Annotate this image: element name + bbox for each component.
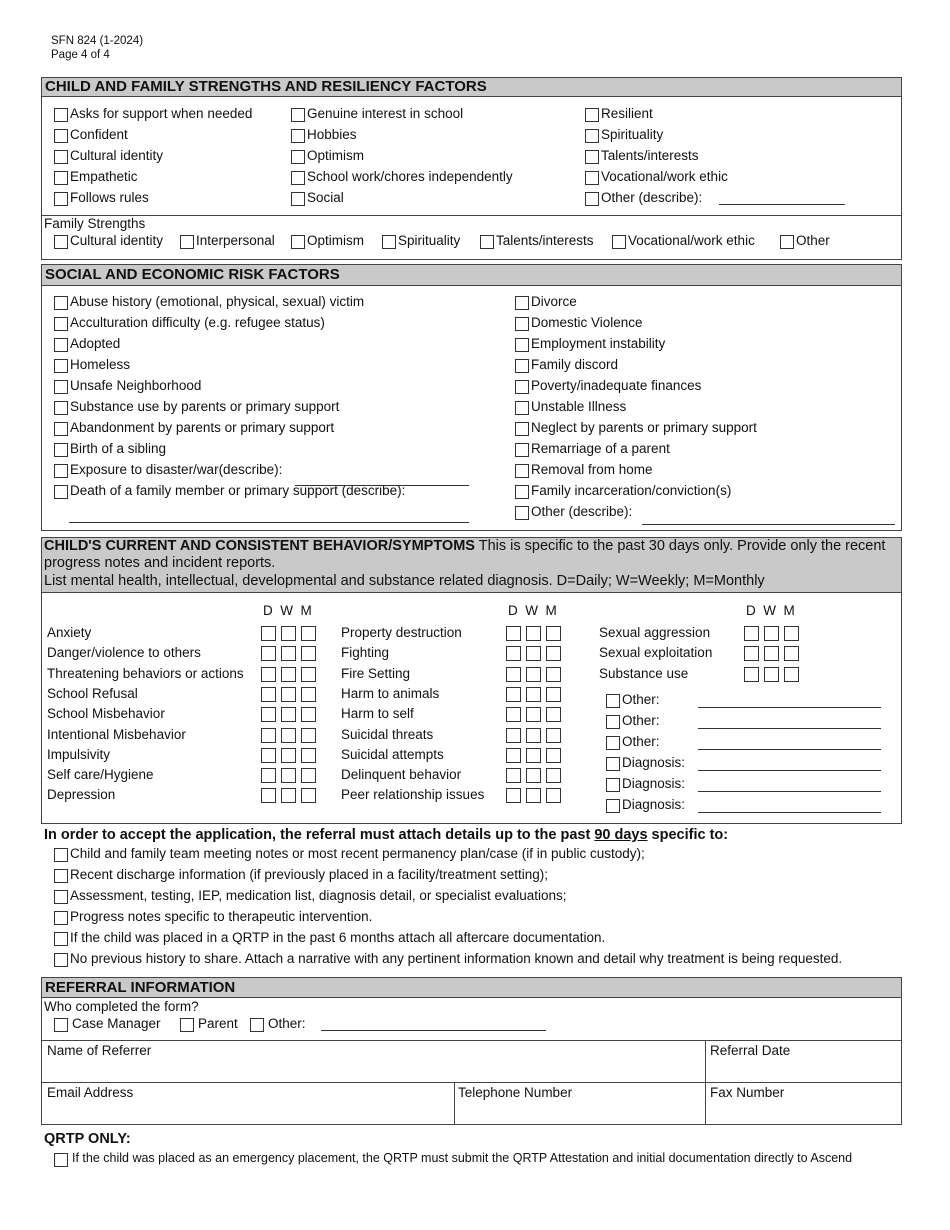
behavior-col3-2-m-checkbox[interactable] (784, 667, 799, 682)
risk-right-1-label: Domestic Violence (531, 315, 643, 330)
behavior-col3-0: Sexual aggression (599, 625, 711, 640)
strength-col3-3-checkbox[interactable] (585, 171, 599, 185)
behavior-col2-0-w-checkbox[interactable] (526, 626, 541, 641)
behavior-extra-line-4[interactable] (698, 791, 881, 792)
behavior-col3-1-w-checkbox[interactable] (764, 646, 779, 661)
risk-left-9-label: Death of a family member or primary support (describe): (70, 483, 406, 498)
risk-left-2-checkbox[interactable] (54, 338, 68, 352)
behavior-col2-6-m-checkbox[interactable] (546, 748, 561, 763)
behavior-col2-0-m-checkbox[interactable] (546, 626, 561, 641)
risk-right-4-checkbox[interactable] (515, 380, 529, 394)
behavior-col1-2-d-checkbox[interactable] (261, 667, 276, 682)
behavior-extra-4-label: Diagnosis: (622, 776, 686, 791)
attach-intro (44, 827, 728, 843)
behavior-col1-4-d-checkbox[interactable] (261, 707, 276, 722)
behavior-col2-7-m-checkbox[interactable] (546, 768, 561, 783)
behavior-col3-2-w-checkbox[interactable] (764, 667, 779, 682)
risk-left-0-label: Abuse history (emotional, physical, sexual) victim (70, 294, 365, 309)
page-number: Page 4 of 4 (51, 49, 110, 61)
behavior-col1-8-w-checkbox[interactable] (281, 788, 296, 803)
strength-col2-4-checkbox[interactable] (291, 192, 305, 206)
strength-col2-2-checkbox[interactable] (291, 150, 305, 164)
behavior-col2-5-m-checkbox[interactable] (546, 728, 561, 743)
referrer-name-field[interactable]: Name of Referrer (47, 1043, 152, 1058)
parent-checkbox[interactable] (180, 1018, 194, 1032)
behavior-col1-6-w-checkbox[interactable] (281, 748, 296, 763)
behavior-col1-1-m-checkbox[interactable] (301, 646, 316, 661)
behavior-col2-5-w-checkbox[interactable] (526, 728, 541, 743)
behavior-col2-8: Peer relationship issues (341, 787, 485, 803)
strength-col2-1-label: Hobbies (307, 127, 357, 142)
attach-item-3-label: Progress notes specific to therapeutic intervention. (70, 909, 373, 924)
risk-right-7-label: Remarriage of a parent (531, 441, 670, 456)
behavior-col1-0-m-checkbox[interactable] (301, 626, 316, 641)
risk-right-10-label: Other (describe): (531, 504, 633, 519)
strength-col1-1-checkbox[interactable] (54, 129, 68, 143)
strength-col3-1-label: Spirituality (601, 127, 664, 142)
family-strength-0-label: Cultural identity (70, 233, 164, 248)
behavior-col2-5: Suicidal threats (341, 726, 434, 742)
telephone-field[interactable]: Telephone Number (458, 1085, 573, 1100)
risk-right-1-checkbox[interactable] (515, 317, 529, 331)
other-label: Other: (268, 1016, 306, 1031)
behavior-col2-5-d-checkbox[interactable] (506, 728, 521, 743)
behavior-col3-0-m-checkbox[interactable] (784, 626, 799, 641)
behavior-col2-3-m-checkbox[interactable] (546, 687, 561, 702)
behavior-extra-1-checkbox[interactable] (606, 715, 620, 729)
behavior-col1-3-w-checkbox[interactable] (281, 687, 296, 702)
risk-right-3-checkbox[interactable] (515, 359, 529, 373)
behavior-col1-0: Anxiety (47, 625, 92, 640)
behavior-col1-7-w-checkbox[interactable] (281, 768, 296, 783)
behavior-col1-8: Depression (47, 787, 116, 803)
risk-right-2-checkbox[interactable] (515, 338, 529, 352)
attach-intro-a: In order to accept the application, the referral must attach details up to the past (44, 827, 595, 843)
attach-item-5-label: No previous history to share. Attach a narrative with any pertinent information known and detail why treatment is being requested. (70, 951, 843, 966)
email-field[interactable]: Email Address (47, 1085, 134, 1100)
risk-left-3-checkbox[interactable] (54, 359, 68, 373)
behavior-col2-7-w-checkbox[interactable] (526, 768, 541, 783)
strength-col2-0-checkbox[interactable] (291, 108, 305, 122)
behavior-col3-1-d-checkbox[interactable] (744, 646, 759, 661)
behavior-col1-3-d-checkbox[interactable] (261, 687, 276, 702)
risk-left-5-checkbox[interactable] (54, 401, 68, 415)
behavior-col1-7-d-checkbox[interactable] (261, 768, 276, 783)
risk-left-8-checkbox[interactable] (54, 464, 68, 478)
behavior-title-bold: CHILD'S CURRENT AND CONSISTENT BEHAVIOR/SYMPTOMS (44, 538, 475, 554)
behavior-extra-2-checkbox[interactable] (606, 736, 620, 750)
attach-intro-b: specific to: (647, 827, 729, 843)
strength-col2-0-label: Genuine interest in school (307, 106, 464, 121)
behavior-col2-2: Fire Setting (341, 665, 411, 681)
behavior-col1-5: Intentional Misbehavior (47, 726, 186, 742)
family-strength-2-label: Optimism (307, 233, 364, 248)
attach-item-0-checkbox[interactable] (54, 848, 68, 862)
strength-col1-1-label: Confident (70, 127, 128, 142)
risk-right-10-checkbox[interactable] (515, 506, 529, 520)
family-strength-4-label: Talents/interests (496, 233, 594, 248)
behavior-col2-8-m-checkbox[interactable] (546, 788, 561, 803)
risk-left-7-label: Birth of a sibling (70, 441, 167, 456)
behavior-col2-6-d-checkbox[interactable] (506, 748, 521, 763)
behavior-col2-4-m-checkbox[interactable] (546, 707, 561, 722)
qrtp-item: If the child was placed as an emergency placement, the QRTP must submit the QRTP Attestation and initial documentation directly to Ascend (72, 1151, 853, 1165)
behavior-col3-1: Sexual exploitation (599, 645, 713, 661)
risk-right-9-checkbox[interactable] (515, 485, 529, 499)
risk-left-5-label: Substance use by parents or primary support (70, 399, 340, 414)
family-strength-4-checkbox[interactable] (480, 235, 494, 249)
referral-date-field[interactable]: Referral Date (710, 1043, 791, 1058)
risk-right-2-label: Employment instability (531, 336, 666, 351)
behavior-col1-5-m-checkbox[interactable] (301, 728, 316, 743)
strength-col3-1-checkbox[interactable] (585, 129, 599, 143)
attach-intro-days: 90 days (594, 827, 648, 843)
death-describe-line[interactable] (69, 522, 469, 523)
behavior-col1-3-m-checkbox[interactable] (301, 687, 316, 702)
risk-right-5-checkbox[interactable] (515, 401, 529, 415)
family-strength-5-checkbox[interactable] (612, 235, 626, 249)
risk-left-0-checkbox[interactable] (54, 296, 68, 310)
strength-col3-2-label: Talents/interests (601, 148, 699, 163)
behavior-col3-2: Substance use (599, 665, 689, 681)
behavior-extra-5-checkbox[interactable] (606, 799, 620, 813)
behavior-col2-1-d-checkbox[interactable] (506, 646, 521, 661)
behavior-col1-0-d-checkbox[interactable] (261, 626, 276, 641)
behavior-col2-2-w-checkbox[interactable] (526, 667, 541, 682)
attach-item-2-label: Assessment, testing, IEP, medication list, diagnosis detail, or specialist evaluations; (70, 888, 567, 903)
risk-left-6-label: Abandonment by parents or primary support (70, 420, 335, 435)
behavior-col2-4: Harm to self (341, 706, 414, 722)
behavior-col2-6-w-checkbox[interactable] (526, 748, 541, 763)
behavior-col2-3-w-checkbox[interactable] (526, 687, 541, 702)
attach-item-0-label: Child and family team meeting notes or most recent permanency plan/case (if in public custody); (70, 846, 645, 861)
parent-label: Parent (198, 1016, 238, 1031)
family-strength-5-label: Vocational/work ethic (628, 233, 755, 248)
behavior-instructions: List mental health, intellectual, developmental and substance related diagnosis. D=Daily; W=Weekly; M=Monthly (44, 573, 765, 589)
risk-right-8-label: Removal from home (531, 462, 653, 477)
behavior-col2-3: Harm to animals (341, 685, 440, 701)
behavior-col2-2-d-checkbox[interactable] (506, 667, 521, 682)
strength-col3-3-label: Vocational/work ethic (601, 169, 728, 184)
risk-title: SOCIAL AND ECONOMIC RISK FACTORS (42, 265, 901, 286)
fax-field[interactable]: Fax Number (710, 1085, 785, 1100)
behavior-col1-5-d-checkbox[interactable] (261, 728, 276, 743)
attach-item-1-label: Recent discharge information (if previously placed in a facility/treatment setting); (70, 867, 548, 882)
exposure-describe-line[interactable] (295, 485, 469, 486)
behavior-extra-3-label: Diagnosis: (622, 755, 686, 770)
strength-col1-2-checkbox[interactable] (54, 150, 68, 164)
behavior-col2-6: Suicidal attempts (341, 746, 444, 762)
behavior-col2-2-m-checkbox[interactable] (546, 667, 561, 682)
strength-col3-0-label: Resilient (601, 106, 653, 121)
risk-left-1-checkbox[interactable] (54, 317, 68, 331)
behavior-col1-2-w-checkbox[interactable] (281, 667, 296, 682)
behavior-extra-line-3[interactable] (698, 770, 881, 771)
qrtp-checkbox[interactable] (54, 1153, 68, 1167)
attach-item-3-checkbox[interactable] (54, 911, 68, 925)
behavior-col1-1-d-checkbox[interactable] (261, 646, 276, 661)
behavior-col1-4-m-checkbox[interactable] (301, 707, 316, 722)
strength-col3-0-checkbox[interactable] (585, 108, 599, 122)
behavior-col1-0-w-checkbox[interactable] (281, 626, 296, 641)
behavior-col1-6: Impulsivity (47, 746, 111, 762)
behavior-extra-5-label: Diagnosis: (622, 797, 686, 812)
behavior-col1-6-m-checkbox[interactable] (301, 748, 316, 763)
dwm-header-1: D W M (263, 603, 312, 618)
attach-item-2-checkbox[interactable] (54, 890, 68, 904)
family-strength-1-checkbox[interactable] (180, 235, 194, 249)
strength-col1-0-checkbox[interactable] (54, 108, 68, 122)
strength-col2-2-label: Optimism (307, 148, 364, 163)
risk-left-8-label: Exposure to disaster/war(describe): (70, 462, 283, 477)
risk-right-5-label: Unstable Illness (531, 399, 627, 414)
behavior-col2-0: Property destruction (341, 625, 462, 640)
risk-other-line[interactable] (642, 524, 895, 525)
behavior-extra-line-1[interactable] (698, 728, 881, 729)
case-manager-label: Case Manager (72, 1016, 161, 1031)
qrtp-title: QRTP ONLY: (44, 1131, 131, 1147)
divider (705, 1040, 706, 1125)
strength-col1-4-checkbox[interactable] (54, 192, 68, 206)
behavior-col1-4-w-checkbox[interactable] (281, 707, 296, 722)
behavior-col2-1: Fighting (341, 645, 390, 661)
family-strength-2-checkbox[interactable] (291, 235, 305, 249)
attach-item-4-checkbox[interactable] (54, 932, 68, 946)
behavior-col1-6-d-checkbox[interactable] (261, 748, 276, 763)
who-other-line[interactable] (321, 1030, 546, 1031)
divider (454, 1082, 455, 1125)
risk-right-6-checkbox[interactable] (515, 422, 529, 436)
risk-left-4-label: Unsafe Neighborhood (70, 378, 202, 393)
attach-item-4-label: If the child was placed in a QRTP in the past 6 months attach all aftercare documentation. (70, 930, 606, 945)
strength-col3-4-checkbox[interactable] (585, 192, 599, 206)
behavior-col1-2-m-checkbox[interactable] (301, 667, 316, 682)
family-strengths-label: Family Strengths (44, 216, 146, 231)
strength-col2-4-label: Social (307, 190, 344, 205)
behavior-col3-0-d-checkbox[interactable] (744, 626, 759, 641)
strength-col2-1-checkbox[interactable] (291, 129, 305, 143)
behavior-col1-1: Danger/violence to others (47, 645, 201, 661)
behavior-title-rest: This is specific to the past 30 days only. Provide only the recent progress notes and incident reports. (44, 538, 886, 571)
strength-col1-0-label: Asks for support when needed (70, 106, 253, 121)
family-strength-6-label: Other (796, 233, 830, 248)
behavior-col2-1-w-checkbox[interactable] (526, 646, 541, 661)
divider (42, 1082, 901, 1083)
strength-col1-2-label: Cultural identity (70, 148, 164, 163)
strength-other-line[interactable] (719, 204, 845, 205)
case-manager-checkbox[interactable] (54, 1018, 68, 1032)
behavior-extra-3-checkbox[interactable] (606, 757, 620, 771)
attach-item-1-checkbox[interactable] (54, 869, 68, 883)
strength-col3-2-checkbox[interactable] (585, 150, 599, 164)
behavior-col2-1-m-checkbox[interactable] (546, 646, 561, 661)
behavior-col2-4-d-checkbox[interactable] (506, 707, 521, 722)
risk-right-8-checkbox[interactable] (515, 464, 529, 478)
behavior-col2-4-w-checkbox[interactable] (526, 707, 541, 722)
behavior-col2-3-d-checkbox[interactable] (506, 687, 521, 702)
risk-right-6-label: Neglect by parents or primary support (531, 420, 757, 435)
behavior-extra-0-checkbox[interactable] (606, 694, 620, 708)
divider (42, 1040, 901, 1041)
attach-item-5-checkbox[interactable] (54, 953, 68, 967)
behavior-col1-1-w-checkbox[interactable] (281, 646, 296, 661)
behavior-col3-2-d-checkbox[interactable] (744, 667, 759, 682)
strengths-title: CHILD AND FAMILY STRENGTHS AND RESILIENCY FACTORS (42, 78, 901, 97)
behavior-extra-line-5[interactable] (698, 812, 881, 813)
behavior-extra-line-2[interactable] (698, 749, 881, 750)
divider (42, 215, 901, 216)
risk-right-0-label: Divorce (531, 294, 577, 309)
behavior-col1-2: Threatening behaviors or actions (47, 665, 244, 681)
risk-left-1-label: Acculturation difficulty (e.g. refugee status) (70, 315, 325, 330)
other-checkbox[interactable] (250, 1018, 264, 1032)
family-strength-3-label: Spirituality (398, 233, 461, 248)
risk-left-2-label: Adopted (70, 336, 121, 351)
strength-col2-3-label: School work/chores independently (307, 169, 513, 184)
family-strength-3-checkbox[interactable] (382, 235, 396, 249)
form-id: SFN 824 (1-2024) (51, 35, 144, 47)
who-completed-label: Who completed the form? (44, 999, 199, 1014)
strength-col1-4-label: Follows rules (70, 190, 149, 205)
behavior-col1-7-m-checkbox[interactable] (301, 768, 316, 783)
risk-right-0-checkbox[interactable] (515, 296, 529, 310)
risk-left-4-checkbox[interactable] (54, 380, 68, 394)
behavior-col1-5-w-checkbox[interactable] (281, 728, 296, 743)
risk-right-3-label: Family discord (531, 357, 619, 372)
family-strength-6-checkbox[interactable] (780, 235, 794, 249)
risk-right-4-label: Poverty/inadequate finances (531, 378, 702, 393)
strength-col1-3-checkbox[interactable] (54, 171, 68, 185)
referral-title: REFERRAL INFORMATION (42, 978, 901, 998)
dwm-header-2: D W M (508, 603, 557, 618)
risk-left-7-checkbox[interactable] (54, 443, 68, 457)
behavior-col1-4: School Misbehavior (47, 706, 165, 722)
strength-col3-4-label: Other (describe): (601, 190, 703, 205)
family-strength-1-label: Interpersonal (196, 233, 275, 248)
behavior-extra-2-label: Other: (622, 734, 660, 749)
strength-col1-3-label: Empathetic (70, 169, 138, 184)
risk-left-3-label: Homeless (70, 357, 131, 372)
behavior-col1-3: School Refusal (47, 685, 138, 701)
risk-right-7-checkbox[interactable] (515, 443, 529, 457)
behavior-extra-line-0[interactable] (698, 707, 881, 708)
behavior-col3-1-m-checkbox[interactable] (784, 646, 799, 661)
behavior-col2-0-d-checkbox[interactable] (506, 626, 521, 641)
behavior-col2-8-d-checkbox[interactable] (506, 788, 521, 803)
behavior-col3-0-w-checkbox[interactable] (764, 626, 779, 641)
behavior-col1-8-m-checkbox[interactable] (301, 788, 316, 803)
risk-left-9-checkbox[interactable] (54, 485, 68, 499)
behavior-col2-8-w-checkbox[interactable] (526, 788, 541, 803)
behavior-col2-7-d-checkbox[interactable] (506, 768, 521, 783)
behavior-extra-1-label: Other: (622, 713, 660, 728)
behavior-col1-8-d-checkbox[interactable] (261, 788, 276, 803)
strength-col2-3-checkbox[interactable] (291, 171, 305, 185)
risk-right-9-label: Family incarceration/conviction(s) (531, 483, 732, 498)
behavior-col2-7: Delinquent behavior (341, 767, 462, 783)
family-strength-0-checkbox[interactable] (54, 235, 68, 249)
behavior-extra-0-label: Other: (622, 692, 660, 707)
behavior-title (44, 538, 894, 572)
behavior-col1-7: Self care/Hygiene (47, 767, 154, 783)
risk-left-6-checkbox[interactable] (54, 422, 68, 436)
behavior-extra-4-checkbox[interactable] (606, 778, 620, 792)
dwm-header-3: D W M (746, 603, 795, 618)
